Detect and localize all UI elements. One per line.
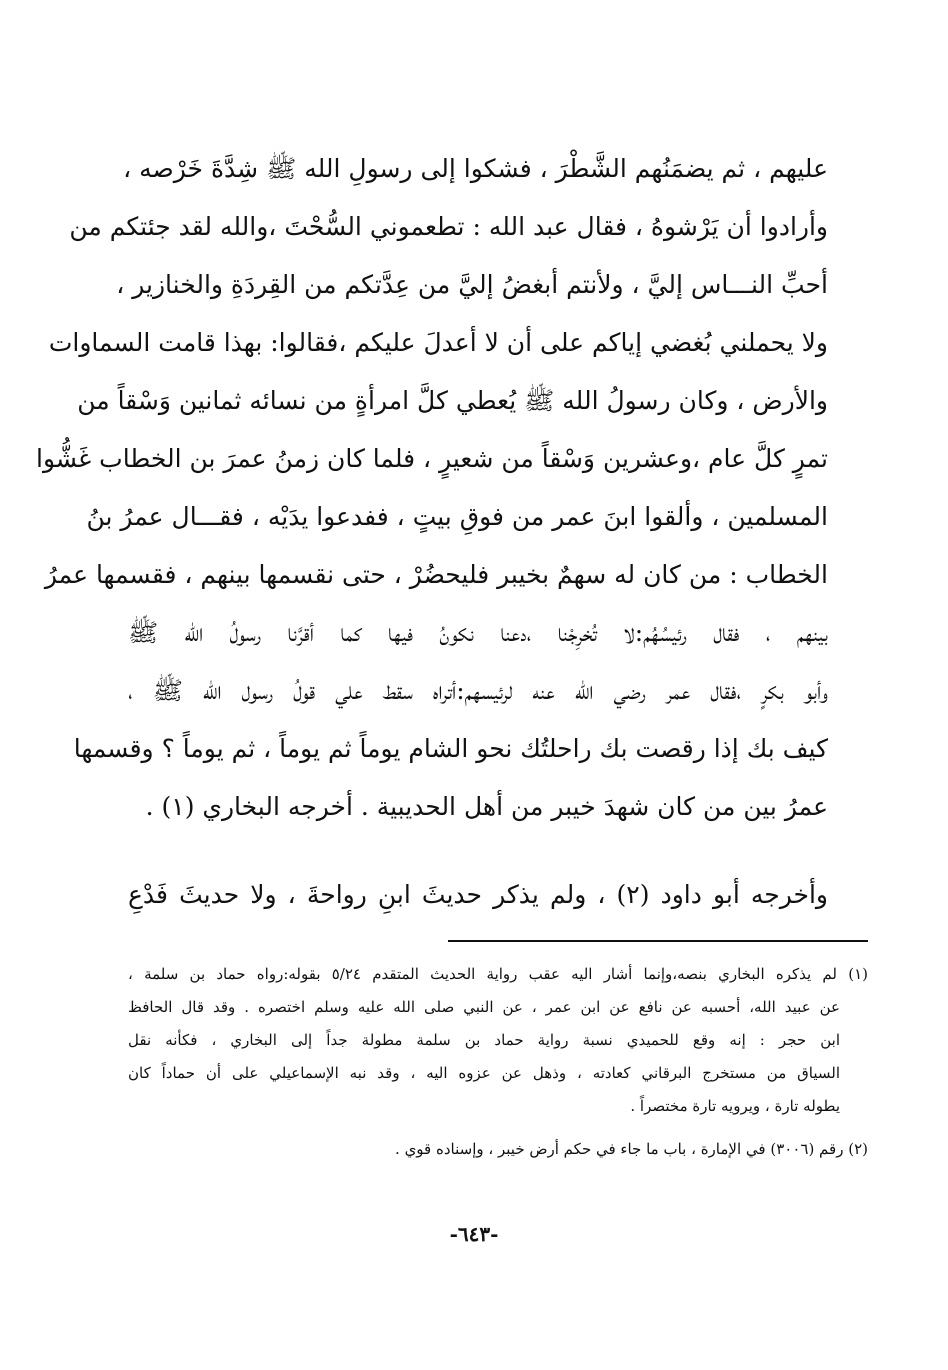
text-line: عليهم ، ثم يضمَنُهم الشَّطْرَ ، فشكوا إلى رسولِ الله ﷺ شِدَّةَ خَرْصه ، (123, 154, 828, 183)
text-line: كيف بك إذا رقصت بك راحلتُك نحو الشام يوماً ثم يوماً ، ثم يوماً ؟ وقسمها (73, 734, 828, 763)
footnote-divider (448, 940, 868, 942)
text-line: وأخرجه أبو داود (٢) ، ولم يذكر حديثَ ابنِ رواحةَ ، ولا حديثَ فَدْعِ (128, 880, 828, 909)
text-line: تمرٍ كلَّ عام ،وعشرين وَسْقاً من شعيرٍ ، فلما كان زمنُ عمرَ بن الخطاب غَشُّوا (36, 444, 828, 473)
paragraph-start (128, 866, 828, 924)
text-line: بينهم ، فقال رئيسُهُم:لا تُخرِجْنا ،دعنا نكونُ فيها كما أقرَّنا رسولُ الله ﷺ (128, 618, 828, 647)
main-text-block (36, 140, 828, 836)
footnotes-block (128, 958, 868, 1166)
footnote-line: عن عبيد الله، أحسبه عن نافع عن ابن عمر ، عن النبي صلى الله عليه وسلم اختصره . وقد قال الحافظ (128, 998, 840, 1016)
footnote-gap (128, 1123, 868, 1133)
text-line: أحبِّ النـــاس إليَّ ، ولأنتم أبغضُ إليَّ من عِدَّتكم من القِردَةِ والخنازير ، (116, 270, 828, 299)
footnote-line: (١) لم يذكره البخاري بنصه،وإنما أشار اليه عقب رواية الحديث المتقدم ٥/٢٤ بقوله:رواه حماد بن سلمة ، (128, 965, 868, 983)
footnote-line: السياق من مستخرج البرقاني كعادته ، وذهل عن عزوه اليه ، وقد نبه الإسماعيلي على أن حماداً كان (128, 1064, 840, 1082)
text-line: والأرض ، وكان رسولُ الله ﷺ يُعطي كلَّ امرأةٍ من نسائه ثمانين وَسْقاً من (77, 386, 828, 415)
text-line: المسلمين ، وألقوا ابنَ عمر من فوقِ بيتٍ ، ففدعوا يدَيْه ، فقـــال عمرُ بنُ (86, 502, 828, 531)
footnote-1 (128, 958, 868, 1123)
text-line: وأبو بكرٍ ،فقال عمر رضي الله عنه لرئيسهم:أتراه سقط علي قولُ رسول الله ﷺ ، (128, 676, 828, 705)
footnote-line: يطوله تارة ، ويرويه تارة مختصراً . (630, 1097, 840, 1115)
footnote-line: (٢) رقم (٣٠٠٦) في الإمارة ، باب ما جاء في حكم أرض خيبر ، وإسناده قوي . (395, 1140, 868, 1158)
text-line: الخطاب : من كان له سهمٌ بخيبر فليحضُرْ ، حتى نقسمها بينهم ، فقسمها عمرُ (44, 560, 828, 589)
text-line: وأرادوا أن يَرْشوهُ ، فقال عبد الله : تطعموني السُّحْتَ ،والله لقد جئتكم من (69, 212, 828, 241)
text-line: ولا يحملني بُغضي إياكم على أن لا أعدلَ عليكم ،فقالوا: بهذا قامت السماوات (48, 328, 828, 357)
footnote-2 (128, 1133, 868, 1166)
text-line: عمرُ بين من كان شهدَ خيبر من أهل الحديبية . أخرجه البخاري (١) . (145, 792, 828, 821)
footnote-line: ابن حجر : إنه وقع للحميدي نسبة رواية حماد بن سلمة مطولة جداً إلى البخاري ، فكأنه نقل (128, 1031, 840, 1049)
page-number: -٦٤٣- (449, 1222, 499, 1246)
